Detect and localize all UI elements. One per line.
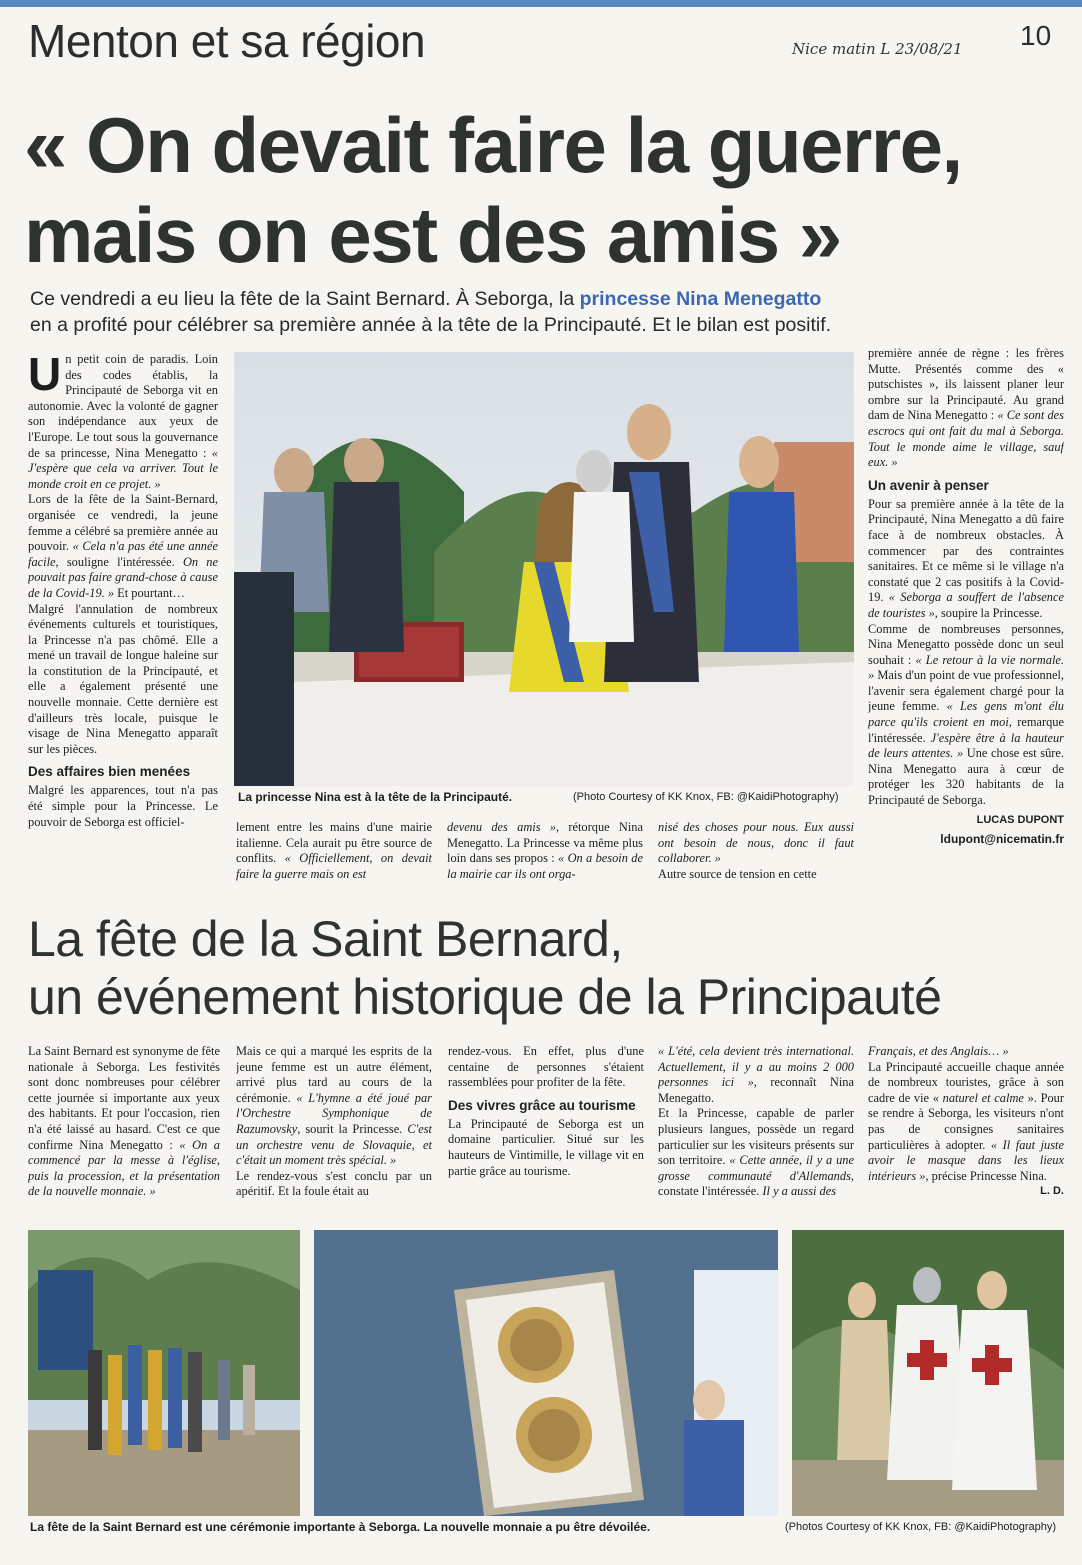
subheading-vivres: Des vivres grâce au tourisme xyxy=(448,1097,636,1113)
col5-quote-4: « Les gens m'ont élu parce qu'ils croient en moi xyxy=(868,699,1064,730)
col3-quote-2: « On a besoin de la mairie car ils ont orga- xyxy=(447,851,643,881)
top-color-bar xyxy=(0,0,1082,7)
a2-col2-paragraph-1: Mais ce qui a marqué les esprits de la jeune femme est un autre élément, arrivé plus tard au cours de la cérémonie. xyxy=(236,1044,432,1105)
col3-paragraph-1: , rétorque Nina Menegatto. La Princesse va même plus loin dans ses propos : xyxy=(447,820,643,866)
a2-col4-paragraph-2b: , constate l'intéressée. xyxy=(658,1168,854,1199)
bottom-photos-caption: La fête de la Saint Bernard est une cérémonie importante à Seborga. La nouvelle monnaie a pu être dévoilée. xyxy=(30,1520,651,1534)
a2-col2-quote-1: « L'hymne a été joué par l'Orchestre Symphonique de Razumovsky xyxy=(236,1090,432,1136)
procession-image xyxy=(28,1230,300,1516)
a2-col2-quote-2: C'est un orchestre venu de Slovaquie, et c'était un moment très spécial. » xyxy=(236,1121,432,1168)
main-photo-credit: (Photo Courtesy of KK Knox, FB: @KaidiPhotography) xyxy=(573,791,839,803)
col1-quote-3: On ne pouvait pas faire grand-chose à cause de la Covid-19. » xyxy=(28,554,218,600)
a2-col1-paragraph-1: La Saint Bernard est synonyme de fête nationale à Seborga. Les festivités sont donc nombreuses pour célébrer cette journée si importante aux yeux des habitants. Et pour l'occasion, rien n'a été laissé au hasard. C'est ce que confirme Nina Menegatto : xyxy=(28,1044,220,1152)
col5-quote-2: « Seborga a souffert de l'absence de touristes » xyxy=(868,590,1064,620)
col4-quote-1: nisé des choses pour nous. Eux aussi ont besoin de nous, donc il faut collaborer. » xyxy=(658,820,854,866)
a2-col5-quote-3: « Il faut juste avoir le masque dans les lieux intérieurs » xyxy=(868,1137,1064,1183)
lead-part-2: en a profité pour célébrer sa première année à la tête de la Principauté. Et le bilan est positif. xyxy=(30,314,832,336)
a2-col1-quote-1: « On a commencé par la messe à l'église, puis la procession, et la présentation de la nouvelle monnaie. » xyxy=(28,1137,220,1199)
a2-col4-quote-1: « L'été, cela devient très international. Actuellement, il y a au moins 2 000 personnes ici » xyxy=(658,1044,854,1090)
princess-ceremony-photo xyxy=(234,352,854,786)
headline-line-1: « On devait faire la guerre, xyxy=(24,101,962,189)
main-photo-princess xyxy=(234,352,854,786)
main-headline xyxy=(24,100,1064,280)
second-headline xyxy=(28,910,1068,1026)
col2-paragraph-1: lement entre les mains d'une mairie italienne. Cela aurait pu être source de conflits. xyxy=(236,820,432,866)
col5-paragraph-2b: , soupire la Princesse. xyxy=(934,605,1043,620)
subheading-avenir: Un avenir à penser xyxy=(868,477,989,493)
lead-part-1: Ce vendredi a eu lieu la fête de la Saint Bernard. À Seborga, la xyxy=(30,288,580,310)
knights-templar-image xyxy=(792,1230,1064,1516)
subheading-affaires: Des affaires bien menées xyxy=(28,764,191,780)
a2-col5-quote-2: naturel et calme xyxy=(942,1090,1024,1105)
lead-highlight: princesse Nina Menegatto xyxy=(579,288,822,310)
a2-col5-paragraph-1c: , précise Princesse Nina. xyxy=(925,1168,1047,1183)
author-byline: LUCAS DUPONT xyxy=(976,813,1064,826)
main-photo-caption: La princesse Nina est à la tête de la Principauté. xyxy=(238,790,513,804)
lead-paragraph xyxy=(30,286,1060,338)
article2-column-4 xyxy=(658,1044,854,1224)
a2-col5-quote-1: Français, et des Anglais… » xyxy=(868,1044,1009,1058)
a2-col4-paragraph-2: Et la Princesse, capable de parler plusieurs langues, possède un regard particulier sur les visiteurs présents sur son territoire. xyxy=(658,1106,854,1168)
col5-quote-1: « Ce sont des escrocs qui ont fait du mal à Seborga. Tout le monde aime le village, sauf eux. » xyxy=(868,408,1064,470)
col5-paragraph-3d: Une chose est sûre. Nina Menegatto aura à cœur de protéger les 320 habitants de la Principauté de Seborga. xyxy=(868,746,1064,808)
article2-column-1 xyxy=(28,1044,220,1224)
a2-col2-paragraph-1b: , sourit la Princesse. xyxy=(297,1121,408,1136)
handwritten-source-note: Nice matin L 23/08/21 xyxy=(792,40,963,58)
author-email[interactable]: ldupont@nicematin.fr xyxy=(940,832,1064,847)
col1-paragraph-3: Malgré l'annulation de nombreux événements culturels et touristiques, la Princesse n'a pas chômé. Elle a mené un travail de longue haleine sur la constitution de la Principauté, et elle a également présenté une nouvelle monnaie. Cette dernière est d'ailleurs très locale, puisque le visage de Nina Menegatto apparaît sur les pièces. xyxy=(28,601,218,756)
article2-column-2 xyxy=(236,1044,432,1224)
col5-paragraph-3c: , remarque l'intéressée. xyxy=(868,715,1064,745)
col1-quote-1: « J'espère que cela va arriver. Tout le monde croit en ce projet. » xyxy=(28,445,218,491)
col1-quote-2: « Cela n'a pas été une année facile xyxy=(28,539,218,569)
col5-quote-3: « Le retour à la vie normale. » xyxy=(868,652,1064,683)
col3-quote-1: devenu des amis » xyxy=(447,820,556,834)
article2-column-3 xyxy=(448,1044,644,1224)
article1-column-5 xyxy=(868,346,1064,886)
article2-signature: L. D. xyxy=(1040,1185,1064,1198)
article1-column-3 xyxy=(447,820,643,890)
article2-column-5 xyxy=(868,1044,1064,1224)
col1-paragraph-1: n petit coin de paradis. Loin des codes établis, la Principauté de Seborga vit en autonomie. Avec la volonté de gagner son indépendance aux yeux de l'Europe. Le tout sous la gouvernance de sa princesse, Nina Menegatto : xyxy=(28,352,218,460)
col5-paragraph-1: première année de règne : les frères Mutte. Présentés comme des « putschistes », ils laissent planer leur ombre sur la Principauté. Au grand dam de Nina Menegatto : xyxy=(868,346,1064,423)
knights-photo xyxy=(792,1230,1064,1516)
col4-paragraph-1: Autre source de tension en cette xyxy=(658,866,817,881)
col1-paragraph-2c: Et pourtant… xyxy=(114,585,185,600)
col5-paragraph-3: Comme de nombreuses personnes, Nina Menegatto possède donc un seul souhait : xyxy=(868,621,1064,667)
a2-col4-paragraph-1: , reconnaît Nina Menegatto. xyxy=(658,1075,854,1105)
a2-col4-quote-2: « Cette année, il y a une grosse communauté d'Allemands xyxy=(658,1153,854,1183)
col5-paragraph-2: Pour sa première année à la tête de la Principauté, Nina Menegatto a dû faire face à de nombreux obstacles. À commencer par des contraintes sanitaires. Et ce même si le village n'a constaté que 2 cas positifs à la Covid-19. xyxy=(868,496,1064,605)
col1-paragraph-4: Malgré les apparences, tout n'a pas été simple pour la Princesse. Le pouvoir de Seborga est officiel- xyxy=(28,783,218,829)
col1-paragraph-2b: , souligne l'intéressée. xyxy=(55,554,183,569)
a2-col3-paragraph-1: rendez-vous. En effet, plus d'une centaine de personnes s'étaient rassemblées pour profiter de la fête. xyxy=(448,1044,644,1090)
headline-line-2: mais on est des amis » xyxy=(24,191,841,279)
drop-cap: U xyxy=(28,352,62,400)
a2-col5-paragraph-1b: ». Pour se rendre à Seborga, les visiteurs n'ont pas de consignes sanitaires particulières à adopter. xyxy=(868,1090,1064,1152)
article1-column-2 xyxy=(236,820,432,890)
headline2-line-1: La fête de la Saint Bernard, xyxy=(28,911,623,967)
a2-col4-quote-3: Il y a aussi des xyxy=(762,1184,837,1199)
article1-column-1 xyxy=(28,352,218,892)
section-title: Menton et sa région xyxy=(28,15,426,67)
a2-col5-paragraph-1: La Principauté accueille chaque année de nombreux touristes, grâce à son cadre de vie « xyxy=(868,1059,1064,1105)
coin-frame-image xyxy=(314,1230,778,1516)
col5-paragraph-3b: Mais d'un point de vue professionnel, l'avenir sera également chargé pour la jeune femme. xyxy=(868,668,1064,714)
col2-quote-1: « Officiellement, on devait faire la guerre mais on est xyxy=(236,851,432,881)
article1-column-4 xyxy=(658,820,854,890)
col1-paragraph-2: Lors de la fête de la Saint-Bernard, organisée ce vendredi, la jeune femme a célébré sa première année au pouvoir. xyxy=(28,492,218,554)
headline2-line-2: un événement historique de la Principauté xyxy=(28,969,942,1025)
a2-col2-paragraph-2: Le rendez-vous s'est conclu par un apéritif. Et la foule était au xyxy=(236,1168,432,1199)
a2-col3-paragraph-2: La Principauté de Seborga est un domaine particulier. Situé sur les hauteurs de Vintimille, le village vit en partie grâce au tourisme. xyxy=(448,1116,644,1178)
coin-presentation-photo xyxy=(314,1230,778,1516)
col5-quote-5: J'espère être à la hauteur de leurs attentes. » xyxy=(868,730,1064,761)
page-number: 10 xyxy=(1020,20,1052,51)
bottom-photos-credit: (Photos Courtesy of KK Knox, FB: @KaidiPhotography) xyxy=(785,1521,1057,1533)
procession-photo xyxy=(28,1230,300,1516)
